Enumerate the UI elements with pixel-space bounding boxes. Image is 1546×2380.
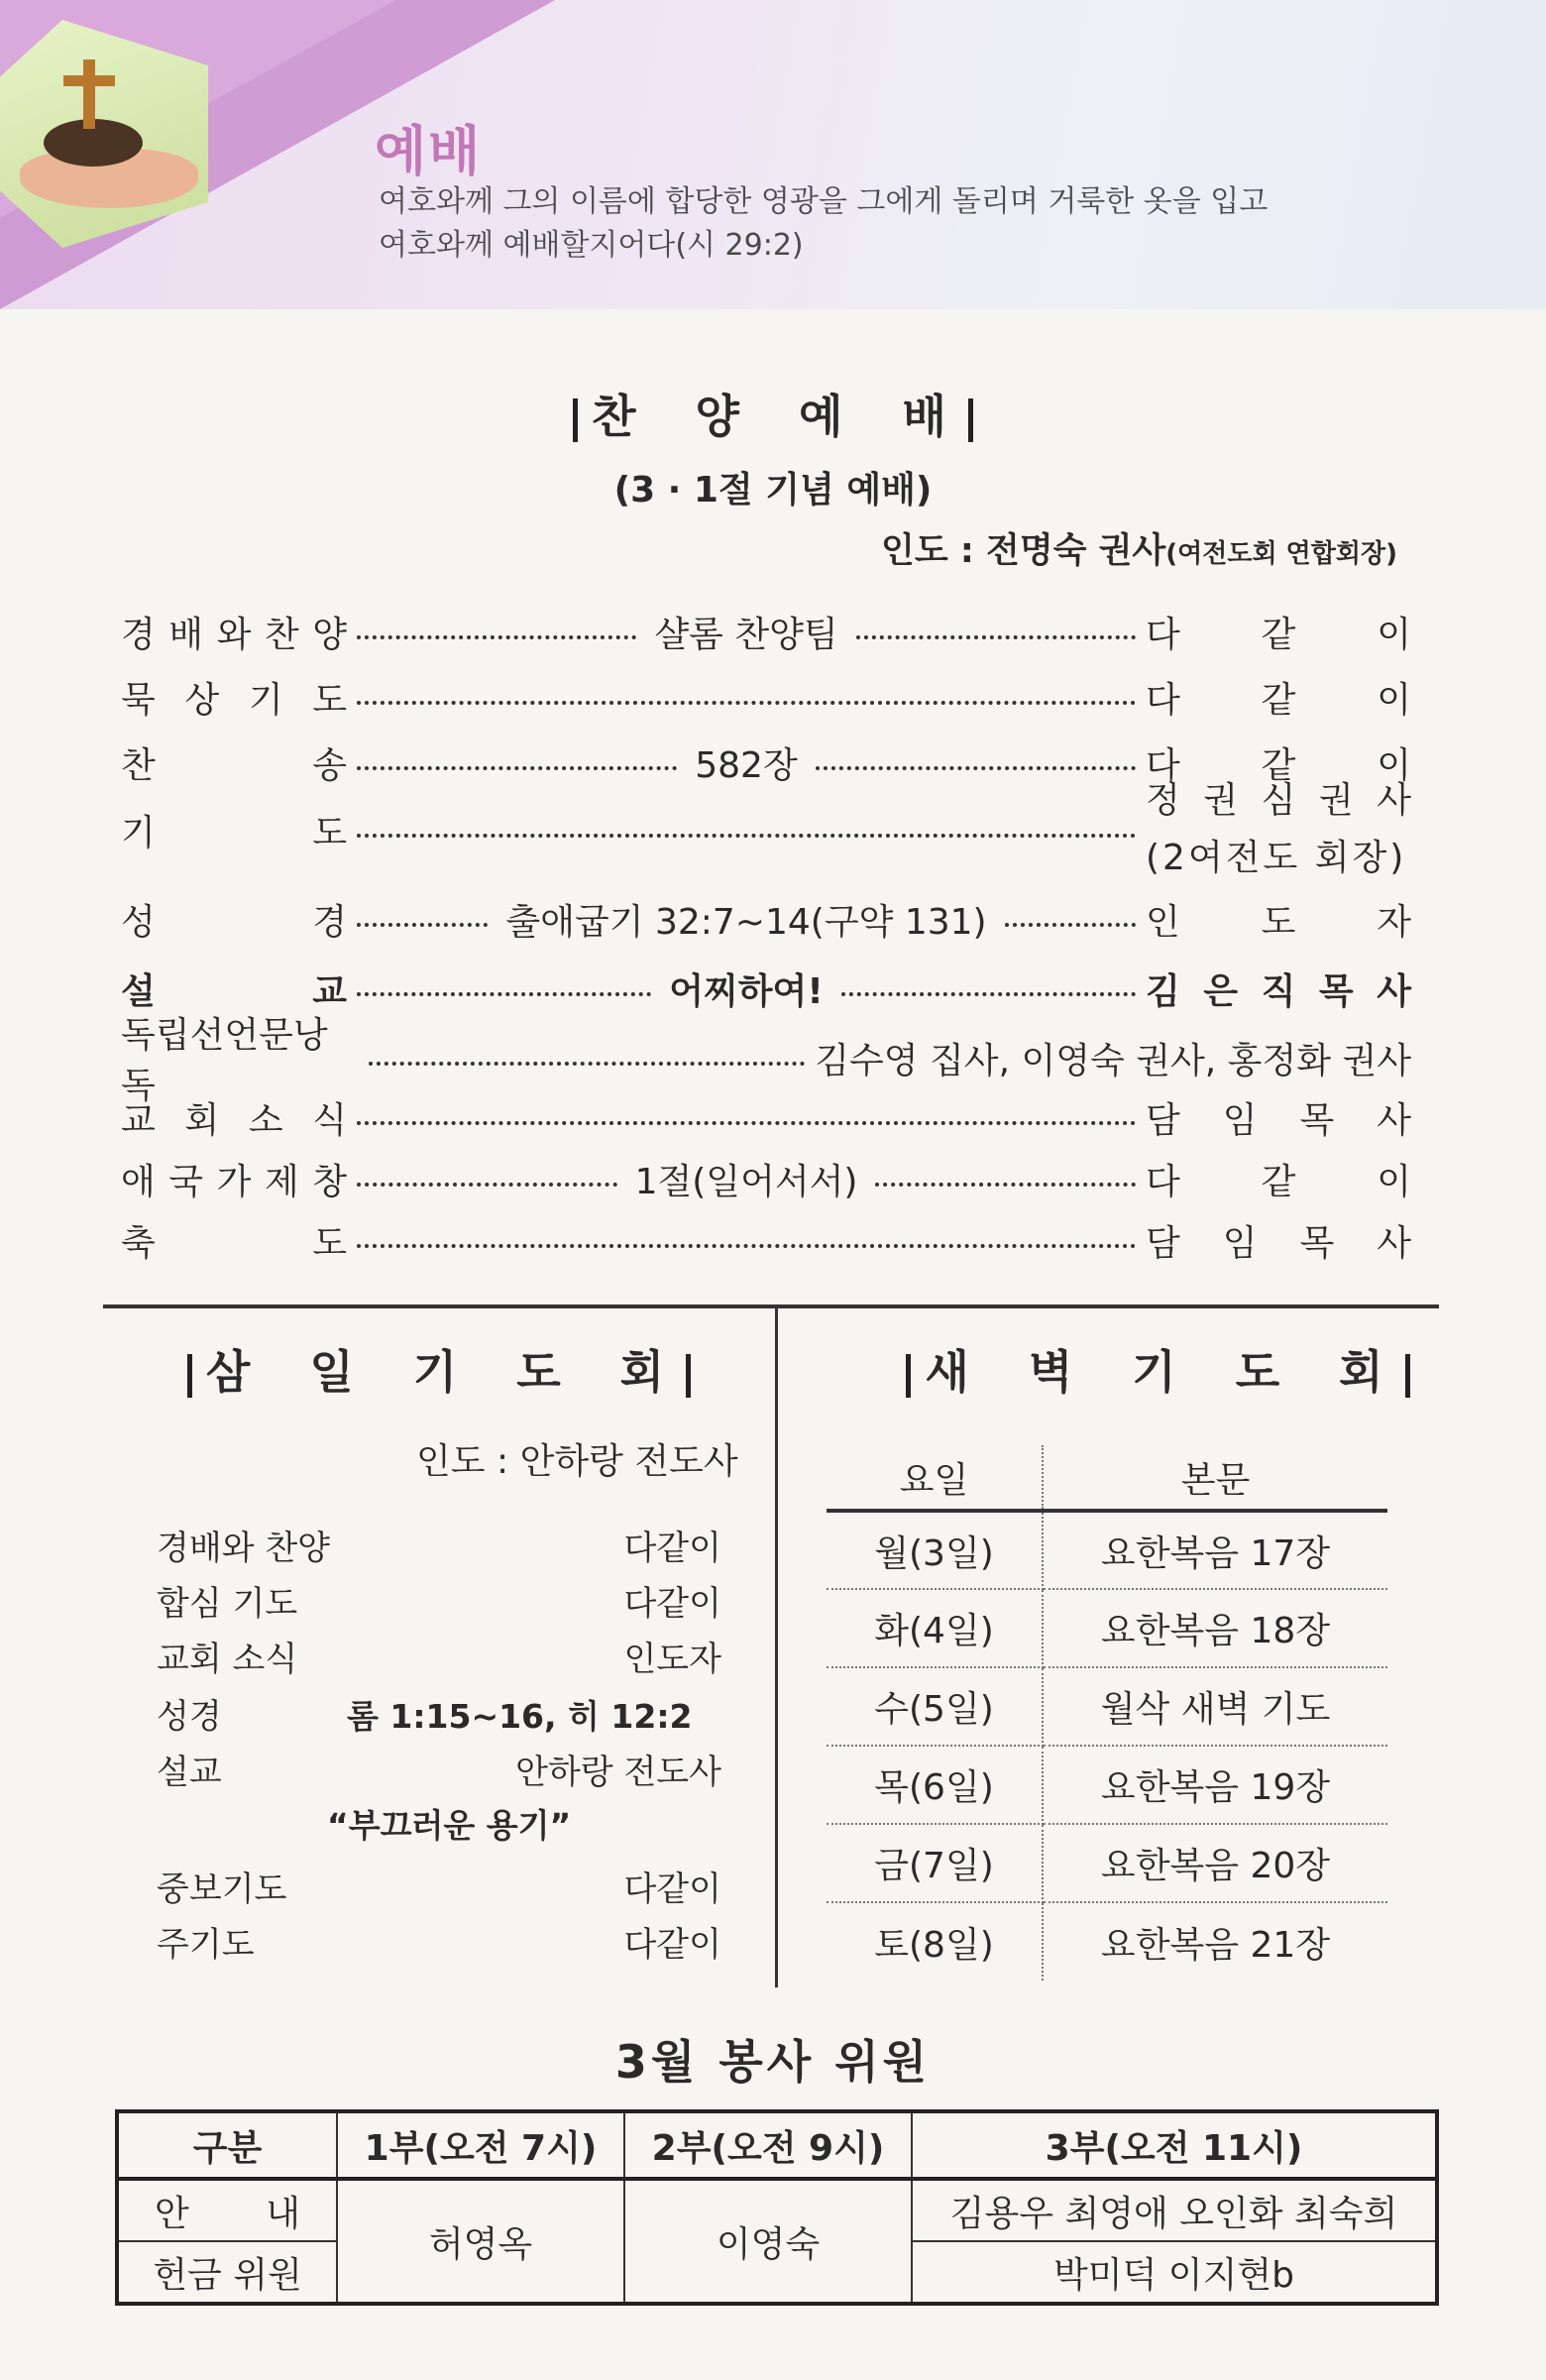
praise-service-leader: 인도 : 전명숙 권사(여전도회 연합회장) [881,531,1397,571]
char: 도 [312,1222,347,1264]
dot-leader [357,635,636,639]
header-banner [0,0,1546,309]
volunteers-title: 3월 봉사 위원 [614,2035,932,2089]
column-divider [775,1308,778,1987]
service-order-item [121,1154,1411,1203]
service-item-detail: 어찌하여! [669,970,824,1012]
char: 양 [312,614,347,655]
service3-guide: 김용우 최영애 오인화 최숙희 [912,2179,1437,2241]
char: 김 [1146,970,1180,1012]
char: 축 [121,1222,156,1264]
service-item-person [1146,772,1411,887]
table-header-row [827,1445,1387,1511]
char: 같 [1261,614,1296,655]
char: 같 [1261,744,1296,786]
praise-service-subtitle: (3 · 1절 기념 예배) [613,470,933,510]
char: 기 [121,812,156,853]
service-item-detail: 1절(일어서서) [634,1161,858,1202]
char: 목 [1299,1099,1335,1141]
dot-leader [856,635,1136,639]
passage-cell: 요한복음 21장 [1100,1924,1331,1966]
service2-volunteer: 이영숙 [624,2179,912,2304]
dot-leader [357,1121,1136,1125]
service-item-label [121,805,347,855]
service-order-item [121,780,1411,878]
section-divider [103,1304,1439,1308]
service-item-person [1146,672,1411,723]
person-name [1146,772,1411,830]
wed-item-label: 합심 기도 [157,1584,298,1624]
service-item-person [1146,963,1411,1014]
table-header: 3부(오전 11시) [912,2111,1437,2179]
char: 다 [1146,1161,1180,1202]
person-note: (2여전도 회장) [1146,838,1407,878]
wed-item-label: 중보기도 [157,1870,287,1909]
char: 와 [216,614,252,655]
service1-volunteer: 허영옥 [337,2179,624,2304]
char: 다 [1146,679,1180,721]
dot-leader [357,923,488,927]
char: 사 [1377,1222,1411,1264]
table-header: 요일 [827,1445,1043,1511]
char: 인 [1146,901,1180,943]
banner-verse: 여호와께 그의 이름에 합당한 영광을 그에게 돌리며 거룩한 옷을 입고 여호와께 예배할지어다(시 29:2) [379,184,1269,263]
table-header-row [117,2111,1437,2179]
char: 목 [1299,1222,1335,1264]
char: 이 [1377,744,1411,786]
passage-cell: 월삭 새벽 기도 [1043,1667,1387,1746]
dot-leader [357,1244,1136,1248]
wednesday-prayer-title: 삼 일 기 도 회 [103,1336,775,1402]
dot-leader [357,766,677,770]
service-item-label [121,1154,347,1204]
char: 경 [312,901,347,943]
dot-leader [1005,923,1136,927]
day-cell: 목(6일) [827,1746,1043,1824]
char: 도 [312,679,347,721]
service-item-label [121,963,347,1014]
service-item-detail: 샬롬 찬양팀 [654,614,838,655]
char: 송 [312,744,347,786]
table-header: 구분 [117,2111,337,2179]
char: 소 [248,1099,283,1141]
dot-leader [369,1062,805,1066]
char: 사 [1377,780,1411,821]
char: 안 [155,2193,189,2234]
wed-item-label: 성경 [157,1697,222,1737]
char: 임 [1222,1099,1258,1141]
char: 제 [264,1161,299,1202]
char: 사 [1377,1099,1411,1141]
title-bar-right [968,398,973,442]
service-item-person [1146,1154,1411,1204]
char: 다 [1146,744,1180,786]
char: 사 [1377,970,1411,1012]
table-header: 1부(오전 7시) [337,2111,624,2179]
char: 이 [1377,1161,1411,1202]
service-order-item [121,963,1411,1013]
char: 자 [1377,901,1412,943]
char: 같 [1261,679,1296,721]
char: 식 [312,1099,347,1141]
dot-leader [357,992,651,996]
table-header: 본문 [1043,1445,1387,1511]
service-order-item [121,672,1411,722]
wed-item-right: 다같이 [623,1529,721,1568]
passage-cell: 요한복음 18장 [1043,1589,1387,1667]
char: 회 [184,1099,220,1141]
title-bar-left [573,398,578,442]
service-item-label [121,1092,347,1143]
service-item-person [1146,1092,1411,1143]
dot-leader [816,766,1136,770]
char: 임 [1222,1222,1258,1264]
dawn-prayer-title: 새 벽 기 도 회 [778,1336,1538,1402]
char: 은 [1203,970,1239,1012]
char: 설 [121,970,156,1012]
char: 이 [1377,614,1412,655]
char: 교 [121,1099,156,1141]
service-order-item [121,1215,1411,1265]
cross-icon [83,59,95,129]
wednesday-leader: 인도 : 안하랑 전도사 [416,1441,738,1482]
char: 담 [1146,1222,1180,1264]
char: 독립선언문낭독 [121,1015,328,1106]
wed-sermon-title: “부끄러운 용기” [327,1806,572,1845]
dot-leader [875,1183,1136,1187]
wed-item-right: 인도자 [623,1640,721,1679]
praise-service-title: 찬 양 예 배 [0,381,1546,446]
char: 창 [312,1161,347,1202]
service-item-person [1146,1215,1411,1266]
service-item-person [1146,894,1411,945]
day-cell: 금(7일) [827,1824,1043,1902]
wed-item-label: 설교 [157,1753,222,1792]
cross-icon-bar [63,75,115,86]
char: 경 [121,614,156,655]
wed-item-right: 다같이 [623,1584,721,1624]
char: 같 [1261,1161,1296,1202]
dawn-prayer-table [827,1445,1387,1981]
table-row [827,1589,1387,1667]
service-item-label [121,672,347,723]
passage-cell: 요한복음 17장 [1043,1511,1387,1589]
dot-leader [357,834,1136,838]
table-row [827,1511,1387,1589]
service-item-detail: 582장 [695,744,798,786]
day-cell: 화(4일) [827,1589,1043,1667]
passage-cell: 요한복음 20장 [1043,1824,1387,1902]
dot-leader [357,701,1136,705]
row-label: 헌금 위원 [117,2241,337,2304]
char: 교 [312,970,347,1012]
service-order-item [121,1092,1411,1142]
char: 상 [184,679,220,721]
table-row [827,1902,1387,1981]
day-cell: 토(8일) [827,1902,1043,1981]
char: 국 [168,1161,204,1202]
table-row [827,1746,1387,1824]
service3-offering: 박미덕 이지현b [912,2241,1437,2304]
service-item-label [121,737,347,788]
char: 권 [1318,780,1354,821]
day-cell: 수(5일) [827,1667,1043,1746]
service-item-detail: 출애굽기 32:7~14(구약 131) [505,901,987,943]
service-item-label [121,1215,347,1266]
char: 찬 [264,614,299,655]
service-order-item [121,894,1411,944]
char: 내 [266,2193,300,2234]
char: 성 [121,901,156,943]
char: 도 [1261,901,1296,943]
char: 가 [216,1161,252,1202]
passage-cell: 요한복음 19장 [1043,1746,1387,1824]
banner-title: 예배 [375,120,483,182]
char: 도 [312,812,347,853]
table-row [827,1667,1387,1746]
char: 심 [1261,780,1296,821]
wed-scripture: 롬 1:15~16, 히 12:2 [347,1697,693,1736]
dot-leader [841,992,1136,996]
wed-item-label: 경배와 찬양 [157,1529,331,1568]
wed-item-right: 안하랑 전도사 [515,1753,721,1792]
service-item-label [121,894,347,945]
service-order-item [121,607,1411,656]
table-header: 2부(오전 9시) [624,2111,912,2179]
char: 묵 [121,679,156,721]
char: 담 [1146,1099,1180,1141]
char: 정 [1146,780,1180,821]
char: 권 [1203,780,1239,821]
wed-item-label: 주기도 [157,1925,255,1965]
table-row [117,2179,1437,2241]
char: 직 [1261,970,1296,1012]
service-order-item [121,1015,1411,1106]
char: 애 [121,1161,156,1202]
day-cell: 월(3일) [827,1511,1043,1589]
wed-item-right: 다같이 [623,1870,721,1909]
service-item-person [1146,607,1411,657]
char: 다 [1146,614,1180,655]
volunteers-table [115,2109,1439,2306]
dot-leader [357,1183,617,1187]
wed-item-right: 다같이 [623,1925,721,1965]
service-item-label [121,607,347,657]
char: 이 [1377,679,1411,721]
char: 목 [1318,970,1354,1012]
char: 배 [168,614,204,655]
service-item-person: 김수영 집사, 이영숙 권사, 홍정화 권사 [815,1040,1411,1081]
table-row [827,1824,1387,1902]
char: 찬 [121,744,156,786]
char: 기 [248,679,283,721]
row-label [117,2179,337,2241]
wed-item-label: 교회 소식 [157,1640,298,1679]
